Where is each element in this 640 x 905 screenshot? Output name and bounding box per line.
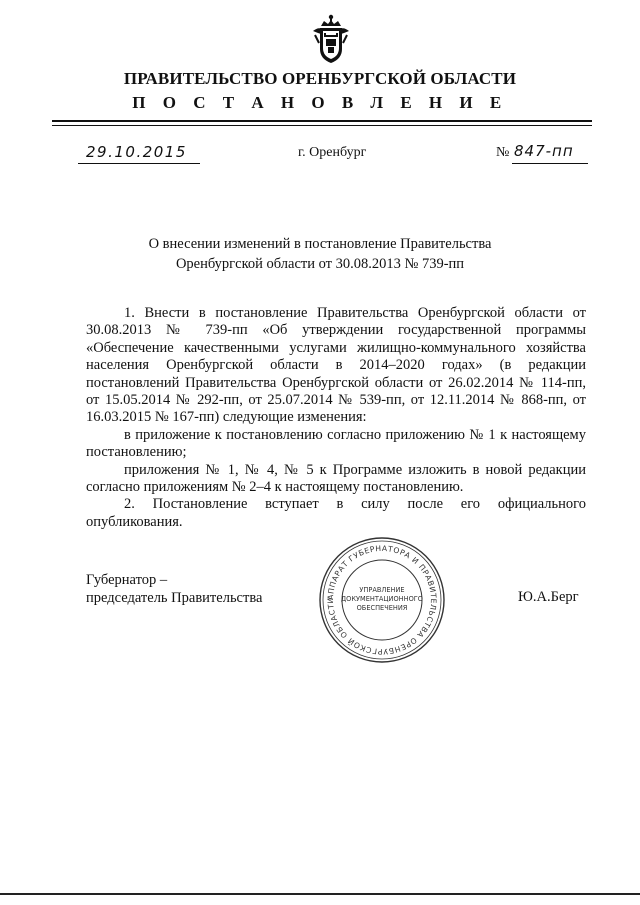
stamp-center-line-3: ОБЕСПЕЧЕНИЯ: [356, 604, 408, 612]
date-underline: [78, 163, 200, 164]
number-label: №: [496, 145, 510, 160]
stamp-center-line-1: УПРАВЛЕНИЕ: [359, 586, 405, 594]
government-title: ПРАВИТЕЛЬСТВО ОРЕНБУРГСКОЙ ОБЛАСТИ: [123, 69, 517, 88]
position-line-2: председатель Правительства: [86, 590, 263, 606]
decree-number: 847-пп: [514, 142, 574, 160]
position-line-1: Губернатор –: [86, 572, 168, 588]
header-rule-thick: [52, 120, 592, 122]
subject-line-2: Оренбургской области от 30.08.2013 № 739-пп: [175, 256, 465, 272]
number-underline: [512, 163, 588, 164]
document-type: П О С Т А Н О В Л Е Н И Е: [132, 93, 508, 112]
page-bottom-edge: [0, 893, 640, 895]
header-rule-thin: [52, 125, 592, 126]
decree-subject: [90, 234, 550, 274]
signatory-position: [86, 571, 262, 607]
subject-line-1: О внесении изменений в постановление Правительства: [148, 236, 492, 252]
decree-body: [86, 305, 586, 531]
coat-of-arms-icon: [309, 13, 353, 65]
body-paragraph-3: приложения № 1, № 4, № 5 к Программе изложить в новой редакции согласно приложениям № 2–4 к настоящему постановлению.: [86, 461, 586, 496]
signatory-name: Ю.А.Берг: [518, 589, 579, 605]
decree-city: г. Оренбург: [298, 145, 367, 160]
body-paragraph-1: 1. Внести в постановление Правительства Оренбургской области от 30.08.2013 № 739-пп «Об утверждении государственной программы «Обеспечение качественными услугами жилищно-коммунального хозяйства населения Оренбургской области в 2014–2020 годах» (в редакции постановлений Правительства Оренбургской области от 26.02.2014 № 114-пп, от 15.05.2014 № 292-пп, от 25.07.2014 № 539-пп, от 12.11.2014 № 868-пп, от 16.03.2015 № 167-пп) следующие изменения:: [86, 305, 586, 426]
body-paragraph-2: в приложение к постановлению согласно приложению № 1 к настоящему постановлению;: [86, 426, 586, 461]
official-stamp: [317, 535, 447, 665]
stamp-center-line-2: ДОКУМЕНТАЦИОННОГО: [341, 595, 423, 603]
decree-date: 29.10.2015: [86, 143, 187, 161]
body-paragraph-4: 2. Постановление вступает в силу после его официального опубликования.: [86, 496, 586, 530]
stamp-ring-text: АППАРАТ ГУБЕРНАТОРА И ПРАВИТЕЛЬСТВА ОРЕНБУРГСКОЙ ОБЛАСТИ: [325, 543, 439, 657]
